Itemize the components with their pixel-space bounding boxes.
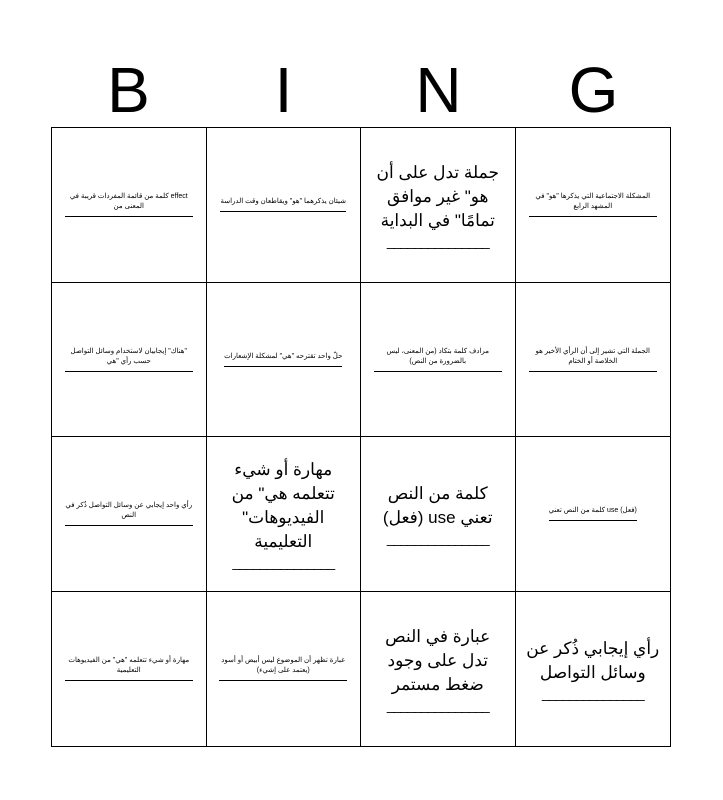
bingo-cell[interactable] bbox=[361, 128, 516, 283]
cell-prompt: عبارة في النص تدل على وجود ضغط مستمر bbox=[385, 626, 491, 694]
bingo-cell[interactable] bbox=[516, 128, 671, 283]
cell-text bbox=[217, 458, 351, 570]
cell-text bbox=[371, 161, 505, 249]
cell-text bbox=[65, 192, 193, 217]
cell-text bbox=[526, 637, 661, 701]
cell-prompt: الجملة التي تشير إلى أن الرأي الأخير هو الخلاصة أو الختام bbox=[535, 347, 650, 365]
bingo-cell[interactable] bbox=[207, 128, 362, 283]
answer-blank: _______________ bbox=[541, 684, 644, 701]
cell-prompt: مهارة أو شيء تتعلمه "هي" من الفيديوهات التعليمية bbox=[68, 657, 190, 675]
cell-text bbox=[219, 656, 347, 681]
bingo-cell[interactable] bbox=[52, 437, 207, 592]
bingo-cell[interactable] bbox=[516, 592, 671, 747]
answer-blank: _______________ bbox=[232, 553, 335, 570]
bingo-header bbox=[51, 52, 671, 126]
bingo-cell[interactable] bbox=[361, 592, 516, 747]
cell-text bbox=[549, 506, 637, 521]
answer-blank: _______________ bbox=[386, 529, 489, 546]
cell-prompt: رأي واحد إيجابي عن وسائل التواصل ذُكر في النص bbox=[65, 502, 193, 520]
bingo-grid bbox=[51, 127, 671, 747]
cell-text bbox=[371, 482, 505, 546]
cell-text bbox=[65, 501, 193, 526]
cell-prompt: مرادف كلمة بتكاد (من المعنى، ليس بالضرورة من النص) bbox=[386, 347, 490, 365]
cell-prompt: "هناك" إيجابيان لاستخدام وسائل التواصل حسب رأي "هي bbox=[70, 347, 187, 365]
cell-text bbox=[65, 656, 193, 681]
header-letter-g: G bbox=[568, 54, 619, 126]
cell-prompt: شيئان يذكرهما "هو" ويقاطعان وقت الدراسة bbox=[220, 198, 347, 206]
cell-text bbox=[374, 347, 502, 372]
cell-prompt: جملة تدل على أن هو" غير موافق تمامًا" في البداية bbox=[376, 162, 499, 230]
cell-text bbox=[529, 192, 657, 217]
cell-prompt: عبارة تظهر أن الموضوع ليس أبيض أو أسود (يعتمد على إشيء) bbox=[221, 657, 346, 675]
bingo-cell[interactable] bbox=[52, 592, 207, 747]
cell-text bbox=[224, 352, 342, 367]
answer-blank: _______________ bbox=[386, 232, 489, 249]
header-letter-n: N bbox=[415, 54, 462, 126]
bingo-cell[interactable] bbox=[207, 437, 362, 592]
bingo-cell[interactable] bbox=[52, 283, 207, 438]
bingo-cell[interactable] bbox=[52, 128, 207, 283]
cell-text bbox=[371, 625, 505, 713]
bingo-cell[interactable] bbox=[516, 283, 671, 438]
cell-prompt: كلمة من النص تعني use (فعل) bbox=[382, 483, 493, 527]
answer-blank: _______________ bbox=[386, 696, 489, 713]
cell-text bbox=[220, 197, 346, 212]
cell-prompt: رأي إيجابي ذُكر عن وسائل التواصل bbox=[526, 638, 660, 682]
bingo-cell[interactable] bbox=[361, 437, 516, 592]
header-letter-b: B bbox=[107, 54, 150, 126]
cell-text bbox=[65, 347, 193, 372]
cell-prompt: مهارة أو شيء تتعلمه هي" من الفيديوهات" التعليمية bbox=[231, 459, 335, 551]
bingo-cell[interactable] bbox=[207, 592, 362, 747]
bingo-cell[interactable] bbox=[361, 283, 516, 438]
bingo-cell[interactable] bbox=[516, 437, 671, 592]
cell-prompt: (فعل) use كلمة من النص تعني bbox=[548, 507, 637, 515]
cell-prompt: effect كلمة من قائمة المفردات قريبة في المعنى من bbox=[69, 193, 188, 211]
bingo-cell[interactable] bbox=[207, 283, 362, 438]
cell-text bbox=[529, 347, 657, 372]
cell-prompt: المشكلة الاجتماعية التي يذكرها "هو" في المشهد الرابع bbox=[535, 193, 651, 211]
cell-prompt: حلّ واحد تقترحه "هي" لمشكلة الإشعارات bbox=[224, 352, 343, 360]
header-letter-i: I bbox=[274, 54, 293, 126]
